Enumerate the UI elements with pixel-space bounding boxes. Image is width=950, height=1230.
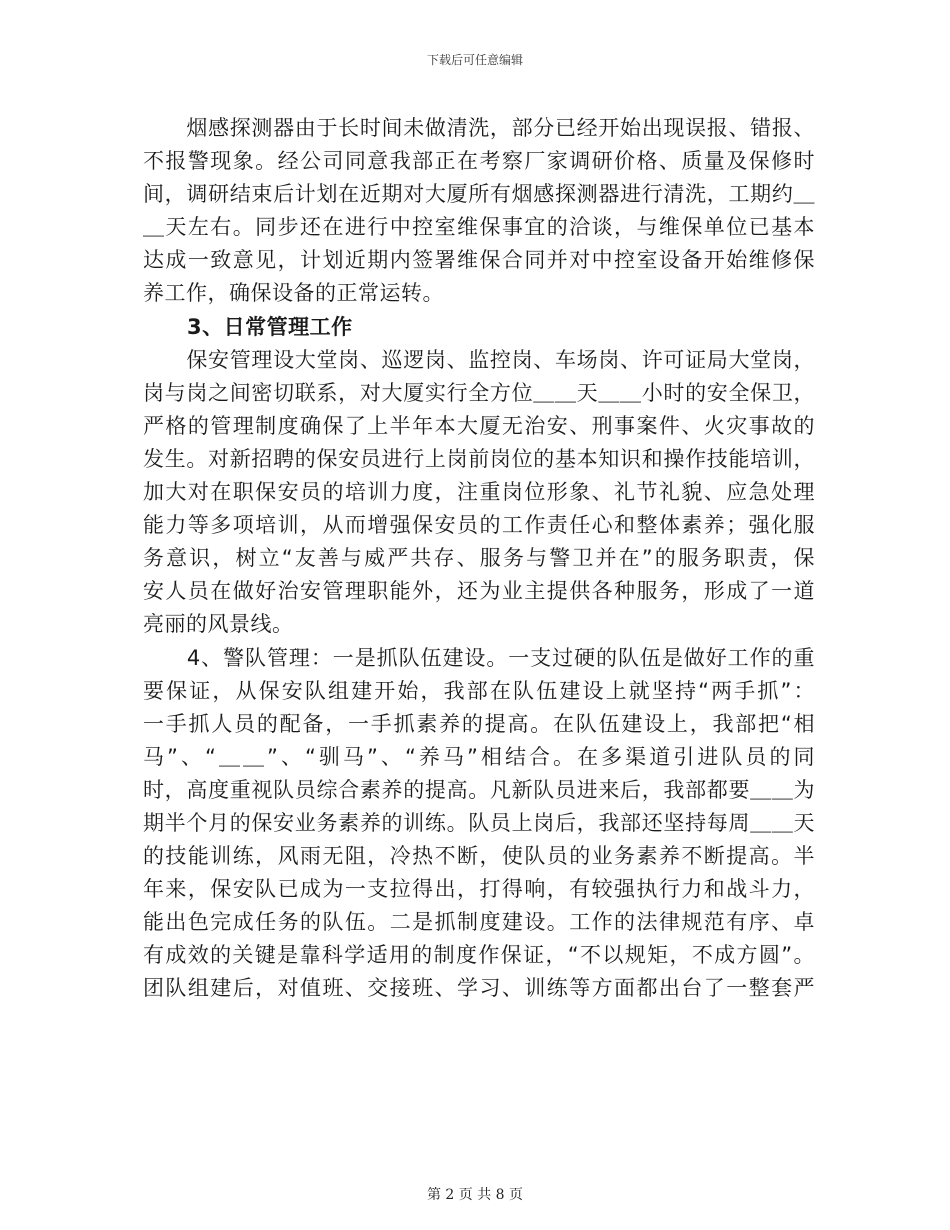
text-line: 马”、“＿＿”、“驯马”、“养马”相结合。在多渠道引进队员的同 — [143, 744, 815, 769]
text-line: 务意识，树立“友善与威严共存、服务与警卫并在”的服务职责，保 — [143, 546, 815, 571]
text-line: 岗与岗之间密切联系，对大厦实行全方位＿＿天＿＿小时的安全保卫， — [143, 380, 815, 405]
text-line: 能出色完成任务的队伍。二是抓制度建设。工作的法律规范有序、卓 — [143, 910, 815, 935]
text-line: 能力等多项培训，从而增强保安员的工作责任心和整体素养；强化服 — [143, 513, 815, 538]
text-line: 年来，保安队已成为一支拉得出，打得响，有较强执行力和战斗力， — [143, 877, 815, 902]
text-line: 保安管理设大堂岗、巡逻岗、监控岗、车场岗、许可证局大堂岗， — [143, 347, 815, 372]
text-line: 期半个月的保安业务素养的训练。队员上岗后，我部还坚持每周＿＿天 — [143, 810, 815, 835]
page-header: 下载后可任意编辑 — [426, 53, 523, 67]
text-line: 烟感探测器由于长时间未做清洗，部分已经开始出现误报、错报、 — [143, 116, 815, 140]
text-line: 的技能训练，风雨无阻，冷热不断，使队员的业务素养不断提高。半 — [143, 844, 815, 869]
text-line: ＿天左右。同步还在进行中控室维保事宜的洽谈，与维保单位已基本 — [143, 215, 815, 240]
text-line: 时，高度重视队员综合素养的提高。凡新队员进来后，我部都要＿＿为 — [143, 777, 815, 802]
text-line: 一手抓人员的配备，一手抓素养的提高。在队伍建设上，我部把“相 — [143, 711, 815, 736]
text-line: 不报警现象。经公司同意我部正在考察厂家调研价格、质量及保修时 — [143, 149, 815, 174]
text-line: 4、警队管理：一是抓队伍建设。一支过硬的队伍是做好工作的重 — [143, 645, 815, 670]
text-line: 间，调研结束后计划在近期对大厦所有烟感探测器进行清洗，工期约＿ — [143, 182, 815, 207]
document-body — [143, 112, 815, 1006]
text-line: 养工作，确保设备的正常运转。 — [143, 281, 444, 306]
text-line: 发生。对新招聘的保安员进行上岗前岗位的基本知识和操作技能培训， — [143, 446, 815, 471]
text-line: 要保证，从保安队组建开始，我部在队伍建设上就坚持“两手抓”： — [143, 678, 815, 703]
page-number-footer: 第 2 页 共 8 页 — [426, 1187, 524, 1203]
text-line: 加大对在职保安员的培训力度，注重岗位形象、礼节礼貌、应急处理 — [143, 480, 815, 505]
section-heading: 3、日常管理工作 — [187, 314, 353, 339]
text-line: 安人员在做好治安管理职能外，还为业主提供各种服务，形成了一道 — [143, 579, 815, 604]
text-line: 团队组建后，对值班、交接班、学习、训练等方面都出台了一整套严 — [143, 976, 815, 1001]
text-line: 有成效的关键是靠科学适用的制度作保证，“不以规矩，不成方圆”。 — [143, 943, 815, 968]
text-line: 亮丽的风景线。 — [143, 612, 294, 637]
text-line: 严格的管理制度确保了上半年本大厦无治安、刑事案件、火灾事故的 — [143, 413, 815, 438]
text-line: 达成一致意见，计划近期内签署维保合同并对中控室设备开始维修保 — [143, 248, 815, 273]
